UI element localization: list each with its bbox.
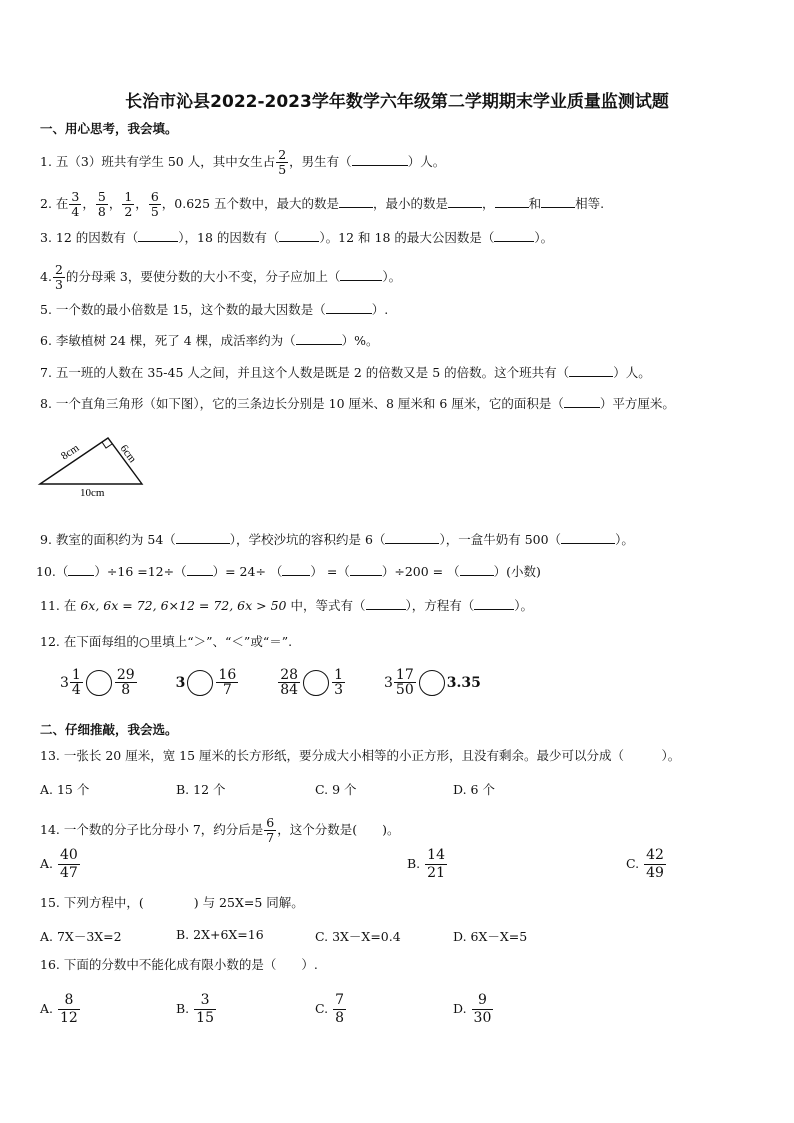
q2-text-4: ， xyxy=(482,196,495,211)
option-d[interactable]: D. $\frac{9}{30}$ xyxy=(453,992,492,1026)
q10-text-4: ） =（ xyxy=(310,564,350,579)
q9-end: ）。 xyxy=(615,532,634,547)
q10-text-3: ）= 24÷ （ xyxy=(212,564,283,579)
fraction: $\frac{29}{8}$ xyxy=(116,667,135,698)
q9-text-3: ），一盒牛奶有 500（ xyxy=(439,532,562,547)
option-b[interactable]: B. 2X+6X=16 xyxy=(176,927,264,942)
answer-blank[interactable] xyxy=(460,563,494,576)
answer-blank[interactable] xyxy=(187,563,213,576)
q1-end: ）人。 xyxy=(407,154,446,169)
answer-blank[interactable] xyxy=(138,229,178,242)
option-b[interactable]: B. 12 个 xyxy=(176,782,226,797)
answer-blank[interactable] xyxy=(352,153,408,166)
fraction: $\frac{2}{5}$ xyxy=(278,147,287,177)
q14-end: ，这个分数是( )。 xyxy=(277,822,400,837)
question-14 xyxy=(40,816,400,845)
option-c[interactable]: C. $\frac{42}{49}$ xyxy=(626,847,664,881)
answer-blank[interactable] xyxy=(385,531,439,544)
answer-blank[interactable] xyxy=(176,531,230,544)
answer-blank[interactable] xyxy=(569,364,613,377)
q14-text: 14. 一个数的分子比分母小 7，约分后是 xyxy=(40,822,264,837)
fraction: $\frac{40}{47}$ xyxy=(60,847,78,881)
whole-number: 3 xyxy=(175,674,186,691)
q11-expression: 6x, 6x = 72, 6×12 = 72, 6x > 50 xyxy=(80,598,287,613)
q9-text: 9. 教室的面积约为 54（ xyxy=(40,532,176,547)
q10-text: 10.（ xyxy=(36,564,69,579)
q11-end: ）。 xyxy=(514,598,534,613)
question-10 xyxy=(36,563,541,580)
q2-text-3: ，最小的数是 xyxy=(373,196,449,211)
option-a[interactable]: A. 15 个 xyxy=(40,782,90,797)
fraction: $\frac{7}{8}$ xyxy=(335,992,344,1026)
fraction: $\frac{9}{30}$ xyxy=(473,992,492,1026)
fraction: $\frac{5}{8}$ xyxy=(97,189,106,219)
fraction: $\frac{1}{3}$ xyxy=(334,667,343,698)
compare-circle[interactable] xyxy=(303,670,329,696)
whole-number: 3 xyxy=(60,674,69,691)
fraction: $\frac{17}{50}$ xyxy=(395,667,414,698)
fraction: $\frac{3}{4}$ xyxy=(71,189,80,219)
answer-blank[interactable] xyxy=(495,195,529,208)
whole-number: 3 xyxy=(384,674,393,691)
question-7 xyxy=(40,364,651,381)
q10-text-2: ）÷16 =12÷（ xyxy=(94,564,187,579)
answer-blank[interactable] xyxy=(282,563,310,576)
fraction: $\frac{1}{4}$ xyxy=(71,667,81,698)
answer-blank[interactable] xyxy=(340,268,382,281)
answer-blank[interactable] xyxy=(541,195,575,208)
q1-text: 1. 五（3）班共有学生 50 人，其中女生占 xyxy=(40,154,276,169)
answer-blank[interactable] xyxy=(448,195,482,208)
option-a[interactable]: A. $\frac{40}{47}$ xyxy=(40,847,78,881)
fraction: $\frac{14}{21}$ xyxy=(427,847,445,881)
q9-text-2: ），学校沙坑的容积约是 6（ xyxy=(229,532,386,547)
answer-blank[interactable] xyxy=(279,229,319,242)
side-label-6cm: 6cm xyxy=(117,442,139,466)
compare-circle[interactable] xyxy=(419,670,445,696)
option-d[interactable]: D. 6 个 xyxy=(453,782,495,797)
q5-text: 5. 一个数的最小倍数是 15，这个数的最大因数是（ xyxy=(40,302,326,317)
answer-blank[interactable] xyxy=(326,301,372,314)
fraction: $\frac{1}{2}$ xyxy=(124,189,133,219)
comparison-group-2 xyxy=(176,668,240,697)
q10-text-5: ）÷200 = （ xyxy=(381,564,460,579)
decimal-value: 3.35 xyxy=(446,674,481,691)
answer-blank[interactable] xyxy=(474,597,514,610)
comparison-group-3 xyxy=(277,668,346,697)
answer-blank[interactable] xyxy=(561,531,615,544)
question-3 xyxy=(40,229,553,246)
question-4 xyxy=(40,263,401,292)
question-1 xyxy=(40,148,445,177)
q2-text: 2. 在 xyxy=(40,196,69,211)
q1-text-2: ，男生有（ xyxy=(289,154,352,169)
option-b[interactable]: B. $\frac{14}{21}$ xyxy=(407,847,445,881)
option-c[interactable]: C. 9 个 xyxy=(315,782,357,797)
q8-text: 8. 一个直角三角形（如下图），它的三条边长分别是 10 厘米、8 厘米和 6 厘米，它的面积是（ xyxy=(40,396,564,411)
comparison-group-4 xyxy=(384,668,481,697)
answer-blank[interactable] xyxy=(339,195,373,208)
fraction: $\frac{8}{12}$ xyxy=(60,992,78,1026)
option-d[interactable]: D. 6X－X=5 xyxy=(453,929,528,944)
question-8 xyxy=(40,395,675,412)
q11-text-2: 中，等式有（ xyxy=(290,598,366,613)
right-triangle-figure xyxy=(36,432,156,502)
question-16: 16. 下面的分数中不能化成有限小数的是（ ）. xyxy=(40,957,318,972)
q3-text: 3. 12 的因数有（ xyxy=(40,230,139,245)
fraction: $\frac{6}{5}$ xyxy=(150,189,159,219)
answer-blank[interactable] xyxy=(296,332,342,345)
q10-end: ）(小数) xyxy=(493,564,541,579)
comparison-group-1 xyxy=(60,668,138,697)
question-12: 12. 在下面每组的○里填上“＞”、“＜”或“＝”. xyxy=(40,634,293,649)
q4-end: ）。 xyxy=(382,269,402,284)
comparison-row xyxy=(60,668,519,697)
question-11 xyxy=(40,597,533,614)
question-6 xyxy=(40,332,379,349)
compare-circle[interactable] xyxy=(86,670,112,696)
answer-blank[interactable] xyxy=(494,229,534,242)
q6-end: ）%。 xyxy=(341,333,379,348)
q11-text: 11. 在 xyxy=(40,598,77,613)
q5-end: ）. xyxy=(371,302,389,317)
q4-text: 的分母乘 3，要使分数的大小不变，分子应加上（ xyxy=(65,269,341,284)
q7-end: ）人。 xyxy=(613,365,651,380)
fraction: $\frac{3}{15}$ xyxy=(196,992,214,1026)
section-1-heading: 一、用心思考，我会填。 xyxy=(40,121,178,136)
side-label-10cm: 10cm xyxy=(80,487,105,499)
answer-blank[interactable] xyxy=(350,563,382,576)
fraction: $\frac{16}{7}$ xyxy=(218,667,237,698)
question-5 xyxy=(40,301,388,318)
q8-end: ）平方厘米。 xyxy=(599,396,675,411)
question-15: 15. 下列方程中，( ) 与 25X=5 同解。 xyxy=(40,895,304,910)
q4-number: 4. xyxy=(40,269,52,284)
q3-text-3: ）。12 和 18 的最大公因数是（ xyxy=(319,230,495,245)
answer-blank[interactable] xyxy=(366,597,406,610)
fraction: $\frac{2}{3}$ xyxy=(54,262,63,292)
page-title: 长治市沁县2022-2023学年数学六年级第二学期期末学业质量监测试题 xyxy=(125,92,669,112)
section-2-heading: 二、仔细推敲，我会选。 xyxy=(40,722,178,737)
answer-blank[interactable] xyxy=(564,395,600,408)
q6-text: 6. 李敏植树 24 棵，死了 4 棵，成活率约为（ xyxy=(40,333,296,348)
q11-text-3: ），方程有（ xyxy=(405,598,475,613)
fraction: $\frac{28}{84}$ xyxy=(280,667,299,698)
side-label-8cm: 8cm xyxy=(58,441,82,463)
option-a[interactable]: A. $\frac{8}{12}$ xyxy=(40,992,78,1026)
option-c[interactable]: C. 3X－X=0.4 xyxy=(315,929,401,944)
q2-end: 相等. xyxy=(575,196,605,211)
q3-text-2: ），18 的因数有（ xyxy=(178,230,280,245)
option-c[interactable]: C. $\frac{7}{8}$ xyxy=(315,992,344,1026)
option-b[interactable]: B. $\frac{3}{15}$ xyxy=(176,992,214,1026)
question-9 xyxy=(40,531,634,548)
q2-text-5: 和 xyxy=(528,196,542,211)
compare-circle[interactable] xyxy=(187,670,213,696)
fraction: $\frac{6}{7}$ xyxy=(266,815,275,845)
question-13: 13. 一张长 20 厘米，宽 15 厘米的长方形纸，要分成大小相等的小正方形，且没有剩余。最少可以分成（ ）。 xyxy=(40,748,681,763)
q7-text: 7. 五一班的人数在 35-45 人之间，并且这个人数是既是 2 的倍数又是 5 的倍数。这个班共有（ xyxy=(40,365,570,380)
answer-blank[interactable] xyxy=(68,563,94,576)
q3-end: ）。 xyxy=(534,230,554,245)
fraction: $\frac{42}{49}$ xyxy=(646,847,664,881)
q2-text-2: ，0.625 五个数中，最大的数是 xyxy=(161,196,340,211)
question-2: 2. 在 $\frac{3}{4}$ ， $\frac{5}{8}$ ， $\frac{1}{2}$ ， $\frac{6}{5}$ ，0.625 五个数中，最大的数是 ，最小的数是 ， 和 相等. xyxy=(40,189,605,219)
option-a[interactable]: A. 7X－3X=2 xyxy=(40,929,122,944)
